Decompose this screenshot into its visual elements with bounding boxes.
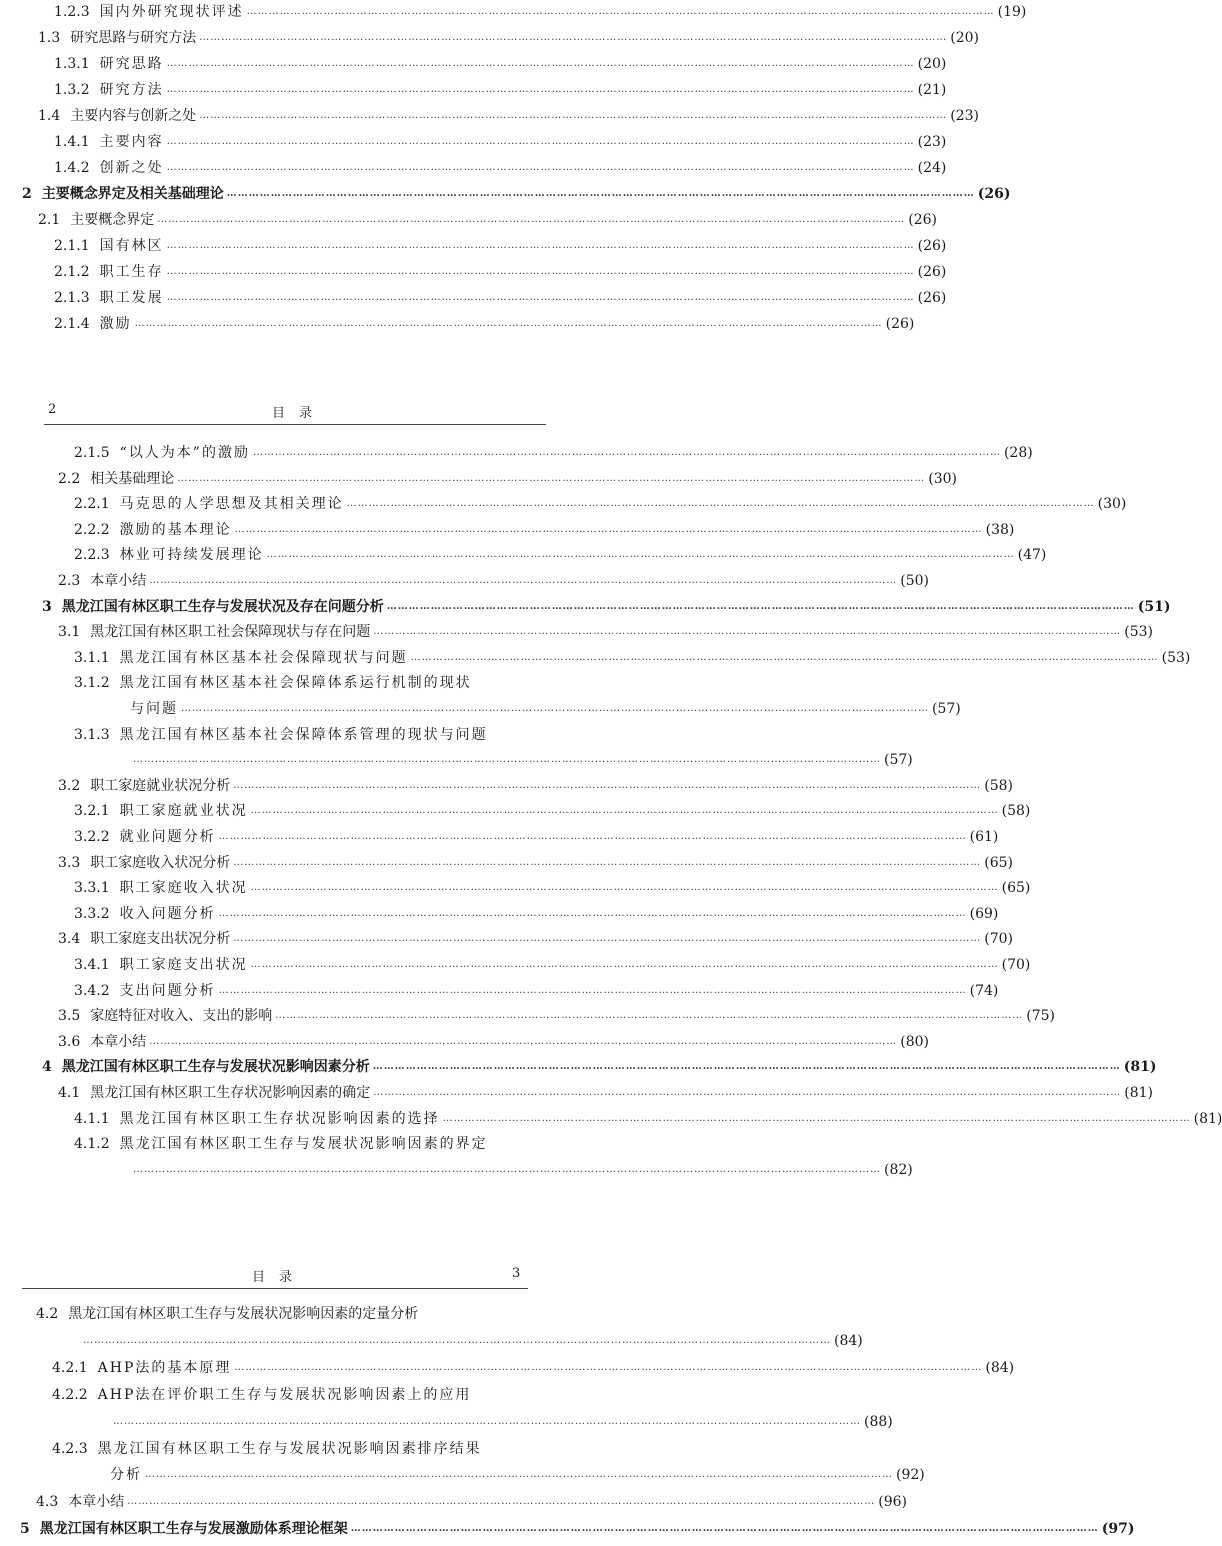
toc-entry-number: 3.1 [58, 624, 81, 641]
toc-entry-page: (50) [900, 573, 930, 589]
leader-dots: …………………………………………………………………………………………………………………………………………………………………………………… [127, 1496, 876, 1508]
toc-entry-page: (70) [1001, 957, 1031, 973]
toc-entry [52, 1356, 1015, 1380]
toc-entry-number: 4 [42, 1059, 52, 1076]
toc-entry-page: (58) [1001, 803, 1031, 820]
toc-entry-number: 2.1.4 [54, 316, 90, 332]
leader-dots: …………………………………………………………………………………………………………………………………………………………………………………… [199, 110, 948, 121]
toc-entry-number: 3.4 [58, 931, 81, 948]
toc-entry-number: 2.2.1 [74, 496, 110, 513]
toc-entry-number: 1.4.1 [54, 134, 90, 150]
toc-entry-number: 3.4.1 [74, 957, 110, 973]
toc-entry-title: 黑龙江国有林区基本社会保障体系管理的现状与问题 [119, 726, 488, 743]
leader-dots: …………………………………………………………………………………………………………………………………………………………………………………… [177, 472, 926, 484]
toc-entry-page: (26) [917, 290, 947, 306]
leader-dots: …………………………………………………………………………………………………………………………………………………………………………………… [218, 831, 967, 842]
toc-entry-title: 黑龙江国有林区职工生存与发展状况影响因素排序结果 [97, 1440, 482, 1457]
toc-entry [74, 825, 999, 849]
toc-entry [36, 1302, 525, 1326]
toc-entry-page: (70) [984, 931, 1014, 948]
toc-entry [74, 902, 999, 926]
toc-entry [58, 1004, 1056, 1028]
toc-entry-number: 3.2 [58, 777, 81, 794]
toc-entry-number: 4.2 [36, 1306, 59, 1322]
toc-entry-title: 黑龙江国有林区职工生存状况影响因素的确定 [90, 1085, 371, 1101]
page-number: 3 [512, 1266, 521, 1281]
toc-entry-page: (65) [984, 854, 1014, 871]
leader-dots: …………………………………………………………………………………………………………………………………………………………………………………… [145, 1469, 893, 1481]
leader-dots: …………………………………………………………………………………………………………………………………………………………………………………… [266, 549, 1015, 561]
toc-entry-number: 3.2.1 [74, 803, 110, 820]
leader-dots: …………………………………………………………………………………………………………………………………………………………………………………… [166, 292, 915, 303]
toc-entry-number: 3.1.3 [74, 726, 110, 743]
toc-entry-number: 4.2.3 [52, 1440, 88, 1457]
leader-dots: …………………………………………………………………………………………………………………………………………………………………………………… [134, 318, 883, 329]
toc-entry-number: 1.3 [38, 30, 61, 46]
toc-entry-number: 3 [42, 598, 52, 615]
leader-dots: …………………………………………………………………………………………………………………………………………………………………………………… [226, 188, 975, 199]
toc-entry-title: 创新之处 [99, 160, 164, 176]
toc-entry-title: 收入问题分析 [119, 905, 216, 922]
toc-entry-number: 2.2.3 [74, 547, 110, 564]
toc-entry-number: 3.1.1 [74, 649, 110, 666]
toc-entry [52, 1437, 525, 1461]
toc-entry-number: 1.4.2 [54, 160, 90, 176]
toc-entry-number: 4.2.1 [52, 1359, 88, 1376]
toc-entry-page: (75) [1026, 1008, 1056, 1025]
toc-entry [54, 78, 947, 102]
toc-entry-title: 职工家庭支出状况 [119, 957, 248, 973]
toc-entry [58, 774, 1014, 798]
toc-entry-title: 激励 [99, 316, 132, 332]
toc-entry [58, 569, 930, 593]
toc-entry-title: 支出问题分析 [119, 982, 216, 999]
toc-entry-title: 职工发展 [99, 290, 164, 306]
toc-entry [20, 1517, 1135, 1541]
toc-entry-page: (65) [1001, 880, 1031, 897]
toc-entry-title: 家庭特征对收入、支出的影响 [90, 1008, 273, 1025]
toc-entry-page: (96) [878, 1494, 908, 1511]
toc-entry-number: 4.1.2 [74, 1136, 110, 1153]
toc-entry [36, 1490, 908, 1514]
toc-entry [58, 467, 958, 491]
toc-entry [54, 0, 1027, 24]
toc-entry-page: (82) [884, 1161, 913, 1178]
toc-entry-title: 研究思路与研究方法 [70, 30, 197, 46]
toc-entry-number: 2.1.5 [74, 445, 110, 461]
toc-entry-number: 4.3 [36, 1494, 59, 1511]
leader-dots: …………………………………………………………………………………………………………………………………………………………………………………… [166, 58, 915, 69]
toc-entry-title: 黑龙江国有林区职工生存与发展状况影响因素的定量分析 [68, 1306, 419, 1322]
toc-entry-title: 主要内容与创新之处 [70, 108, 197, 124]
toc-entry [54, 156, 947, 180]
toc-entry [58, 1081, 1154, 1105]
toc-entry-page: (30) [928, 470, 958, 487]
leader-dots: …………………………………………………………………………………………………………………………………………………………………………………… [250, 959, 999, 970]
toc-entry-page: (51) [1137, 598, 1171, 615]
toc-entry-title: 主要概念界定 [70, 212, 155, 228]
toc-entry-page: (47) [1017, 547, 1047, 564]
toc-entry-page: (19) [997, 4, 1027, 20]
toc-entry-number: 2.1.1 [54, 238, 90, 254]
toc-entry-title: AHP法的基本原理 [97, 1359, 232, 1376]
toc-entry-page: (88) [864, 1413, 893, 1430]
toc-entry-continuation [110, 1463, 925, 1487]
toc-entry-number: 2.3 [58, 573, 81, 589]
toc-entry-title: 国内外研究现状评述 [99, 4, 244, 20]
toc-entry [74, 543, 1047, 567]
leader-dots: …………………………………………………………………………………………………………………………………………………………………………………… [346, 498, 1095, 510]
toc-entry-number: 2.1.3 [54, 290, 90, 306]
toc-entry-page: (28) [1003, 445, 1033, 461]
toc-entry [74, 1107, 1222, 1131]
toc-entry-number: 5 [20, 1521, 30, 1538]
toc-entry-number: 2.2 [58, 470, 81, 487]
toc-entry-continuation [130, 1158, 913, 1182]
toc-entry-number: 1.2.3 [54, 4, 90, 20]
toc-entry-title: 职工家庭收入状况 [119, 880, 248, 897]
toc-entry [54, 286, 947, 310]
leader-dots: …………………………………………………………………………………………………………………………………………………………………………………… [149, 1035, 898, 1047]
toc-entry-page: (81) [1123, 1059, 1157, 1076]
toc-entry-title: 林业可持续发展理论 [119, 547, 264, 564]
toc-entry [54, 260, 947, 284]
leader-dots: …………………………………………………………………………………………………………………………………………………………………………………… [133, 1163, 881, 1175]
toc-entry [74, 441, 1033, 465]
toc-entry-page: (92) [896, 1467, 925, 1484]
toc-entry-page: (58) [984, 777, 1014, 794]
leader-dots: …………………………………………………………………………………………………………………………………………………………………………………… [233, 856, 982, 868]
toc-entry-number: 3.2.2 [74, 829, 110, 845]
leader-dots: …………………………………………………………………………………………………………………………………………………………………………………… [350, 1523, 1099, 1535]
leader-dots: …………………………………………………………………………………………………………………………………………………………………………………… [113, 1415, 861, 1427]
toc-entry-page: (23) [917, 134, 947, 150]
toc-entry [42, 595, 1171, 619]
toc-entry [38, 208, 938, 232]
leader-dots: …………………………………………………………………………………………………………………………………………………………………………………… [149, 575, 898, 586]
leader-dots: …………………………………………………………………………………………………………………………………………………………………………………… [410, 651, 1159, 663]
toc-entry-number: 4.1.1 [74, 1110, 110, 1127]
toc-entry-page: (20) [950, 30, 980, 46]
toc-entry-page: (26) [977, 186, 1011, 202]
toc-entry-page: (57) [884, 752, 913, 769]
toc-entry-title: 黑龙江国有林区职工生存与发展状况及存在问题分析 [61, 598, 384, 615]
leader-dots: …………………………………………………………………………………………………………………………………………………………………………………… [218, 907, 967, 919]
leader-dots: …………………………………………………………………………………………………………………………………………………………………………………… [372, 1061, 1121, 1073]
toc-entry [74, 671, 543, 695]
toc-entry-number: 3.5 [58, 1008, 81, 1025]
toc-entry-title: 激励的基本理论 [119, 521, 232, 538]
toc-entry-page: (84) [985, 1359, 1015, 1376]
toc-entry-page: (57) [932, 701, 961, 717]
leader-dots: …………………………………………………………………………………………………………………………………………………………………………………… [442, 1112, 1191, 1124]
toc-entry-page: (30) [1097, 496, 1127, 513]
leader-dots: …………………………………………………………………………………………………………………………………………………………………………………… [133, 754, 881, 766]
toc-entry [58, 620, 1154, 644]
toc-entry [22, 182, 1011, 206]
toc-entry-title: 本章小结 [90, 573, 147, 589]
toc-entry-continuation [110, 1410, 893, 1434]
toc-entry-continuation [80, 1329, 863, 1353]
leader-dots: …………………………………………………………………………………………………………………………………………………………………………………… [157, 214, 906, 225]
leader-dots: …………………………………………………………………………………………………………………………………………………………………………………… [199, 32, 948, 43]
toc-entry [58, 1030, 930, 1054]
toc-entry-page: (69) [969, 905, 999, 922]
leader-dots: …………………………………………………………………………………………………………………………………………………………………………………… [250, 882, 999, 894]
leader-dots: …………………………………………………………………………………………………………………………………………………………………………………… [275, 1010, 1024, 1022]
toc-entry-page: (26) [917, 264, 947, 280]
leader-dots: …………………………………………………………………………………………………………………………………………………………………………………… [234, 523, 983, 535]
toc-entry-page: (21) [917, 82, 947, 98]
toc-entry [54, 52, 947, 76]
toc-entry-title: 黑龙江国有林区基本社会保障体系运行机制的现状 [119, 675, 472, 692]
toc-entry-title: 研究思路 [99, 56, 164, 72]
toc-entry-page: (26) [908, 212, 938, 228]
toc-entry-page: (24) [917, 160, 947, 176]
page-number: 2 [48, 402, 57, 417]
toc-entry-page: (53) [1161, 649, 1191, 666]
toc-entry-title: 职工家庭收入状况分析 [90, 854, 231, 871]
header-rule [22, 1288, 528, 1289]
toc-entry-number: 3.6 [58, 1033, 81, 1050]
toc-entry-title: 职工生存 [99, 264, 164, 280]
toc-entry [52, 1383, 525, 1407]
toc-entry-page: (80) [900, 1033, 930, 1050]
toc-entry-title: 本章小结 [68, 1494, 125, 1511]
leader-dots: …………………………………………………………………………………………………………………………………………………………………………………… [234, 1361, 983, 1373]
toc-entry-title: 黑龙江国有林区职工生存与发展状况影响因素的界定 [119, 1136, 488, 1153]
toc-entry-title: 相关基础理论 [90, 470, 175, 487]
toc-entry-page: (61) [969, 829, 999, 845]
toc-entry-page: (23) [950, 108, 980, 124]
toc-entry [74, 979, 999, 1003]
toc-entry-number: 3.3 [58, 854, 81, 871]
toc-entry [54, 130, 947, 154]
toc-entry-title: “以人为本”的激励 [119, 445, 250, 461]
toc-entry [74, 518, 1015, 542]
leader-dots: …………………………………………………………………………………………………………………………………………………………………………………… [166, 266, 915, 277]
toc-entry-title: 职工家庭支出状况分析 [90, 931, 231, 948]
toc-entry-title: 研究方法 [99, 82, 164, 98]
toc-entry-page: (26) [885, 316, 915, 332]
toc-entry-page: (26) [917, 238, 947, 254]
toc-entry [54, 234, 947, 258]
toc-entry-number: 2 [22, 186, 32, 202]
toc-entry [74, 799, 1031, 823]
toc-entry [58, 851, 1014, 875]
toc-entry-title: 分析 [110, 1467, 142, 1484]
toc-entry-title: 黑龙江国有林区职工生存与发展激励体系理论框架 [39, 1521, 348, 1538]
toc-entry-number: 3.3.1 [74, 880, 110, 897]
toc-entry [74, 492, 1127, 516]
toc-entry [74, 646, 1191, 670]
toc-entry-page: (81) [1193, 1110, 1222, 1127]
toc-entry-title: 与问题 [130, 701, 178, 717]
toc-entry-continuation [130, 697, 961, 721]
toc-entry-title: 黑龙江国有林区基本社会保障现状与问题 [119, 649, 408, 666]
leader-dots: …………………………………………………………………………………………………………………………………………………………………………………… [373, 1087, 1122, 1098]
leader-dots: …………………………………………………………………………………………………………………………………………………………………………………… [166, 240, 915, 251]
leader-dots: …………………………………………………………………………………………………………………………………………………………………………………… [166, 162, 915, 173]
toc-entry-number: 2.1.2 [54, 264, 90, 280]
toc-entry-title: 本章小结 [90, 1033, 147, 1050]
toc-entry-title: 黑龙江国有林区职工生存与发展状况影响因素分析 [61, 1059, 370, 1076]
running-header-title: 目录 [272, 406, 327, 421]
toc-entry-page: (74) [969, 982, 999, 999]
toc-entry [38, 104, 980, 128]
toc-entry-title: 职工家庭就业状况分析 [90, 777, 231, 794]
toc-entry [74, 723, 543, 747]
toc-entry-title: 黑龙江国有林区职工生存状况影响因素的选择 [119, 1110, 440, 1127]
toc-entry-number: 3.4.2 [74, 982, 110, 999]
toc-entry-page: (81) [1124, 1085, 1154, 1101]
toc-entry [74, 876, 1031, 900]
toc-entry-page: (53) [1124, 624, 1154, 641]
toc-entry-number: 2.1 [38, 212, 61, 228]
toc-entry-title: AHP法在评价职工生存与发展状况影响因素上的应用 [97, 1386, 472, 1403]
toc-entry [58, 927, 1014, 951]
toc-entry-page: (38) [985, 521, 1015, 538]
toc-entry-title: 职工家庭就业状况 [119, 803, 248, 820]
leader-dots: …………………………………………………………………………………………………………………………………………………………………………………… [250, 805, 999, 817]
toc-entry-number: 2.2.2 [74, 521, 110, 538]
running-header-title: 目录 [252, 1270, 307, 1285]
toc-entry-page: (84) [834, 1332, 863, 1349]
toc-entry-continuation [130, 748, 913, 772]
toc-entry-title: 马克思的人学思想及其相关理论 [119, 496, 344, 513]
leader-dots: …………………………………………………………………………………………………………………………………………………………………………………… [166, 84, 915, 95]
toc-entry-number: 1.3.2 [54, 82, 90, 98]
toc-entry [74, 953, 1031, 977]
leader-dots: …………………………………………………………………………………………………………………………………………………………………………………… [233, 779, 982, 791]
leader-dots: …………………………………………………………………………………………………………………………………………………………………………………… [181, 703, 929, 714]
toc-entry-number: 3.3.2 [74, 905, 110, 922]
leader-dots: …………………………………………………………………………………………………………………………………………………………………………………… [386, 600, 1135, 612]
toc-entry-title: 主要内容 [99, 134, 164, 150]
toc-entry-number: 4.2.2 [52, 1386, 88, 1403]
toc-entry-number: 1.4 [38, 108, 61, 124]
toc-entry-title: 国有林区 [99, 238, 164, 254]
leader-dots: …………………………………………………………………………………………………………………………………………………………………………………… [252, 447, 1001, 458]
leader-dots: …………………………………………………………………………………………………………………………………………………………………………………… [373, 626, 1122, 638]
toc-entry [42, 1055, 1157, 1079]
toc-entry-title: 就业问题分析 [119, 829, 216, 845]
toc-entry-title: 黑龙江国有林区职工社会保障现状与存在问题 [90, 624, 371, 641]
toc-entry-page: (20) [917, 56, 947, 72]
toc-entry-title: 主要概念界定及相关基础理论 [41, 186, 224, 202]
toc-entry [54, 312, 915, 336]
toc-entry-number: 4.1 [58, 1085, 81, 1101]
toc-entry-page: (97) [1101, 1521, 1135, 1538]
leader-dots: …………………………………………………………………………………………………………………………………………………………………………………… [83, 1334, 831, 1346]
toc-entry-number: 3.1.2 [74, 675, 110, 692]
header-rule [44, 424, 546, 425]
leader-dots: …………………………………………………………………………………………………………………………………………………………………………………… [233, 933, 982, 945]
toc-entry [74, 1132, 543, 1156]
leader-dots: …………………………………………………………………………………………………………………………………………………………………………………… [218, 984, 967, 996]
toc-entry-number: 1.3.1 [54, 56, 90, 72]
toc-entry [38, 26, 980, 50]
leader-dots: …………………………………………………………………………………………………………………………………………………………………………………… [246, 6, 995, 17]
leader-dots: …………………………………………………………………………………………………………………………………………………………………………………… [166, 136, 915, 147]
